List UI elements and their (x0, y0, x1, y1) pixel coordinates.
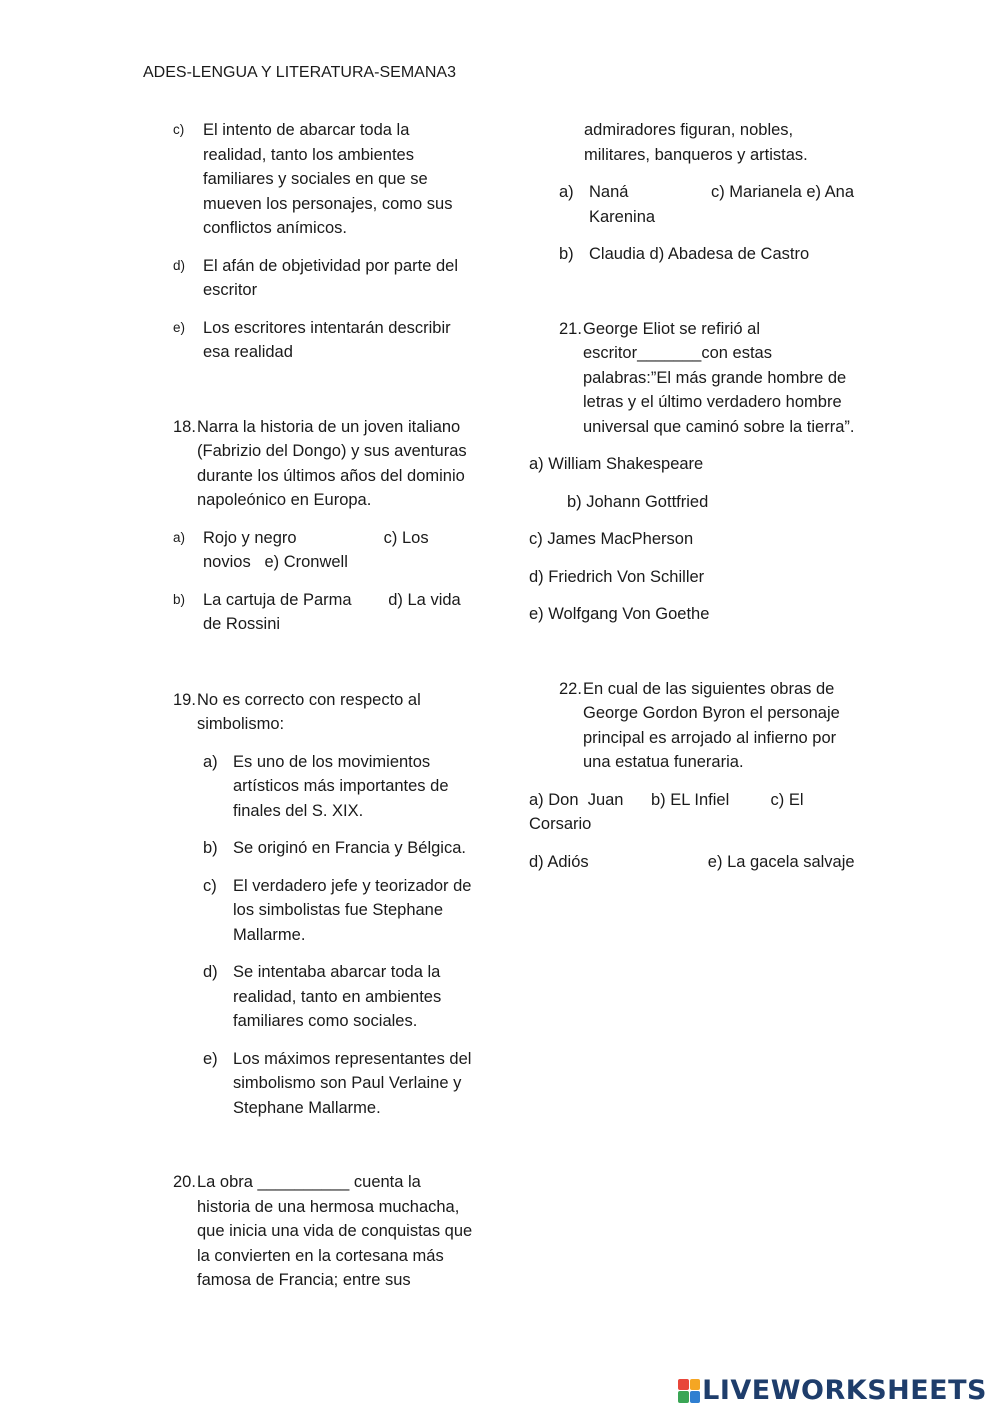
q19-option-b (203, 836, 473, 861)
question-19 (173, 688, 473, 737)
option-text: Naná c) Marianela e) Ana Karenina (589, 183, 859, 226)
liveworksheets-logo[interactable] (678, 1374, 987, 1406)
q18-option-a (173, 526, 473, 575)
q19-option-c (203, 874, 473, 948)
option-letter: b) (559, 245, 574, 263)
q19-option-e (203, 1047, 473, 1121)
option-text: Los escritores intentarán describir esa realidad (203, 318, 451, 361)
question-22 (559, 677, 859, 775)
question-number: 18. (173, 417, 196, 436)
q20-continuation: admiradores figuran, nobles, militares, banqueros y artistas. (584, 121, 808, 164)
option-letter: a) (173, 529, 186, 545)
option-text: El afán de objetividad por parte del escritor (203, 256, 459, 299)
question-20 (173, 1170, 473, 1293)
question-text: En cual de las siguientes obras de George Gordon Byron el personaje principal es arrojado al infierno por una estatua funeraria. (583, 679, 840, 771)
option-letter: c) (203, 876, 217, 895)
q21-option-a: a) William Shakespeare (529, 455, 704, 473)
q19-option-a (203, 750, 473, 824)
logo-square-icon (678, 1379, 689, 1391)
option-letter: d) (203, 963, 218, 981)
q22-options-line-2: d) Adiós e) La gacela salvaje (529, 852, 855, 871)
logo-text: LIVEWORKSHEETS (702, 1374, 987, 1406)
q20-option-a (559, 180, 859, 229)
question-text: No es correcto con respecto al simbolismo: (197, 690, 421, 733)
q21-option-b: b) Johann Gottfried (567, 492, 709, 511)
question-text: George Eliot se refirió al escritor_______con estas palabras:”El más grande hombre de letras y el último verdadero hombre universal que caminó sobre la tierra”. (583, 319, 855, 436)
option-text: Se originó en Francia y Bélgica. (233, 839, 466, 857)
option-text: El intento de abarcar toda la realidad, tanto los ambientes familiares y sociales en que se mueven los personajes, como sus conflictos anímicos. (203, 121, 453, 237)
option-letter: b) (173, 591, 186, 607)
q18-option-b (173, 588, 473, 637)
q21-option-e: e) Wolfgang Von Goethe (529, 605, 710, 623)
question-21 (559, 317, 859, 440)
option-text: Se intentaba abarcar toda la realidad, tanto en ambientes familiares como sociales. (233, 963, 442, 1030)
logo-square-icon (690, 1379, 701, 1391)
option-letter: d) (173, 257, 186, 273)
q22-options-line-1: a) Don Juan b) EL Infiel c) El Corsario (529, 790, 809, 833)
logo-square-icon (690, 1391, 701, 1403)
question-number: 22. (559, 679, 582, 698)
q17-option-e (173, 316, 473, 365)
q21-option-d: d) Friedrich Von Schiller (529, 567, 705, 586)
option-letter: c) (173, 122, 185, 137)
option-letter: e) (173, 319, 186, 335)
q21-option-c: c) James MacPherson (529, 530, 694, 548)
q19-option-d (203, 960, 473, 1034)
question-number: 19. (173, 690, 196, 709)
option-text: Es uno de los movimientos artísticos más importantes de finales del S. XIX. (233, 752, 449, 820)
option-letter: a) (203, 752, 218, 771)
question-text: La obra __________ cuenta la historia de una hermosa muchacha, que inicia una vida de conquistas que la convierten en la cortesana más famosa de Francia; entre sus (197, 1173, 473, 1289)
q20-option-b (559, 242, 859, 267)
page-header: ADES-LENGUA Y LITERATURA-SEMANA3 (143, 64, 456, 81)
option-text: Los máximos representantes del simbolismo son Paul Verlaine y Stephane Mallarme. (233, 1049, 472, 1117)
logo-mark-icon (678, 1379, 700, 1403)
question-number: 21. (559, 319, 582, 338)
question-number: 20. (173, 1173, 196, 1191)
option-text: Rojo y negro c) Los novios e) Cronwell (203, 528, 434, 571)
option-letter: e) (203, 1049, 218, 1068)
option-text: El verdadero jefe y teorizador de los simbolistas fue Stephane Mallarme. (233, 876, 472, 944)
option-text: Claudia d) Abadesa de Castro (589, 245, 810, 263)
question-18 (173, 415, 473, 513)
logo-square-icon (678, 1391, 689, 1403)
q17-option-c (173, 118, 473, 241)
left-column (173, 118, 473, 1293)
option-letter: a) (559, 183, 574, 201)
question-text: Narra la historia de un joven italiano (Fabrizio del Dongo) y sus aventuras durante los últimos años del dominio napoleónico en Europa. (197, 417, 467, 509)
right-column (529, 118, 859, 874)
q17-option-d (173, 254, 473, 303)
option-letter: b) (203, 839, 218, 857)
option-text: La cartuja de Parma d) La vida de Rossini (203, 590, 466, 633)
